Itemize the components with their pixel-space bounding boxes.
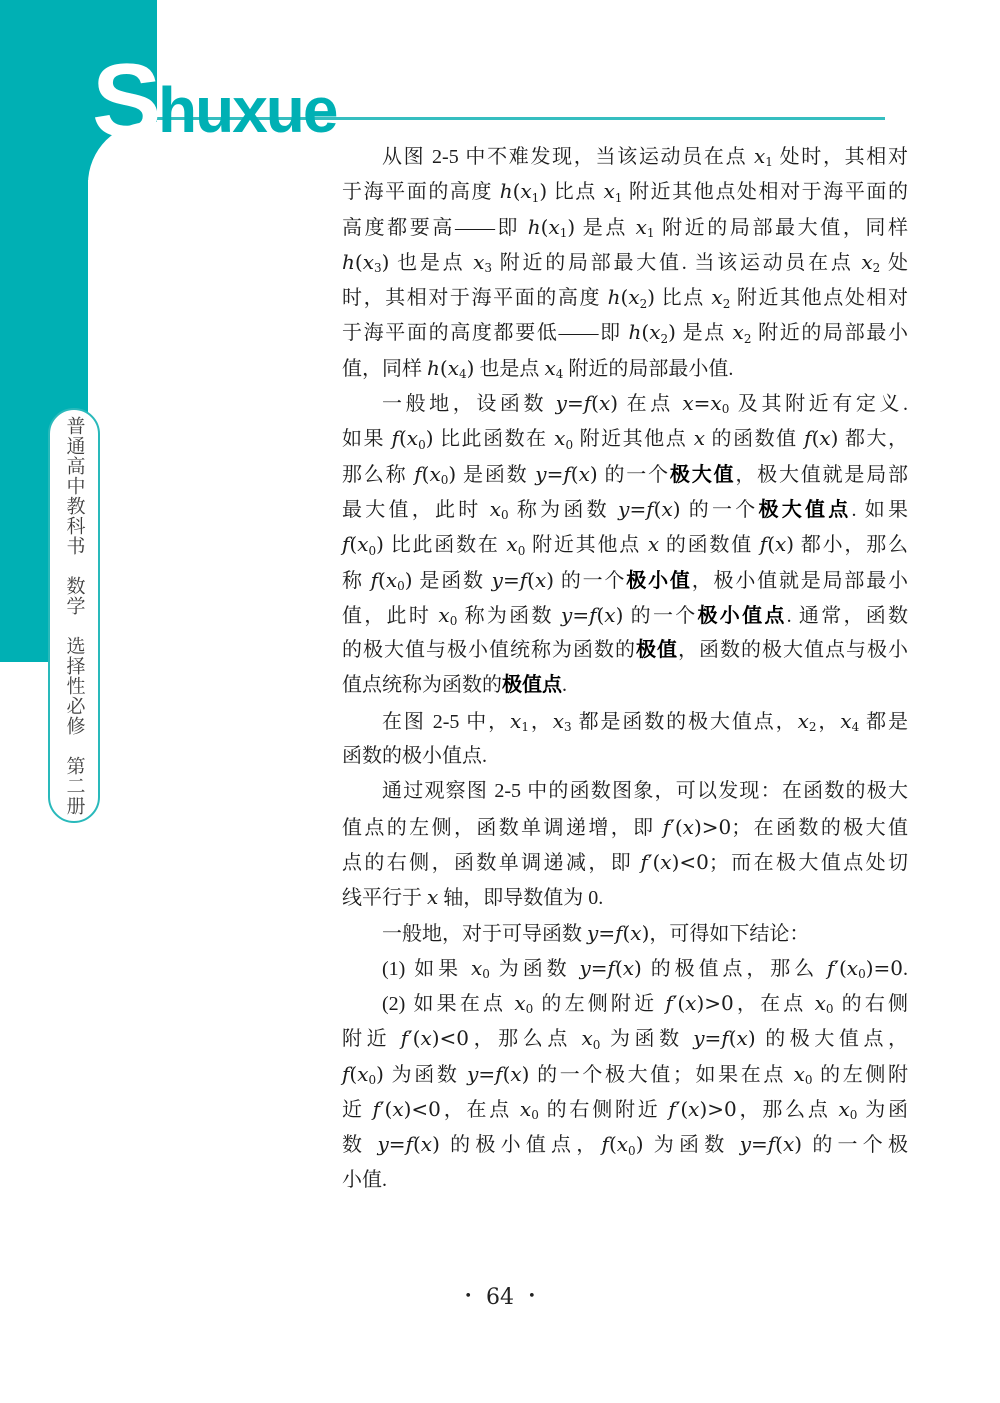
text-line: 的极大值与极小值统称为函数的极值，函数的极大值点与极小 bbox=[342, 639, 908, 662]
text-line: (2) 如果在点 $x_0$ 的左侧附近 f′(x)>0，在点 $x_0$ 的右侧 bbox=[382, 991, 909, 1017]
text-line: 通过观察图 2-5 中的函数图象，可以发现：在函数的极大 bbox=[382, 780, 908, 803]
paragraph bbox=[342, 386, 908, 704]
paragraph bbox=[342, 139, 908, 386]
text-line: 于海平面的高度 $h(x_1)$ 比点 $x_1$ 附近其他点处相对于海平面的 bbox=[342, 179, 909, 205]
text-line: 值点统称为函数的极值点. bbox=[342, 674, 567, 697]
text-line: 如果 $f(x_0)$ 比此函数在 $x_0$ 附近其他点 x 的函数值 f(x) 都大， bbox=[342, 426, 909, 452]
text-line: 高度都要高——即 $h(x_1)$ 是点 $x_1$ 附近的局部最大值，同样 bbox=[342, 214, 909, 240]
shuxue-logo-text: huxue bbox=[158, 74, 337, 146]
text-line: (1) 如果 $x_0$ 为函数 y=f(x) 的极值点，那么 $f'(x_0)=0$. bbox=[382, 955, 909, 982]
page-number: 64 bbox=[486, 1285, 514, 1310]
text-line: 从图 2-5 中不难发现，当该运动员在点 $x_1$ 处时，其相对 bbox=[382, 144, 908, 170]
paragraph bbox=[342, 916, 908, 951]
text-line: $f(x_0)$ 为函数 y=f(x) 的一个极大值；如果在点 $x_0$ 的左侧附 bbox=[342, 1061, 909, 1088]
text-line: 线平行于 x 轴，即导数值为 0. bbox=[342, 885, 604, 910]
body-text bbox=[342, 139, 908, 1198]
text-line: 称 $f(x_0)$ 是函数 y=f(x) 的一个极小值，极小值就是局部最小 bbox=[342, 567, 909, 593]
text-line: 最大值，此时 $x_0$ 称为函数 y=f(x) 的一个极大值点. 如果 bbox=[342, 496, 909, 523]
text-line: $f(x_0)$ 比此函数在 $x_0$ 附近其他点 x 的函数值 f(x) 都小，那么 bbox=[342, 532, 908, 558]
book-spine-title: 普通高中教科书 数学 选择性必修 第二册 bbox=[63, 415, 85, 816]
footer-right-dot: • bbox=[528, 1289, 536, 1304]
text-line: 于海平面的高度都要低——即 $h(x_2)$ 是点 $x_2$ 附近的局部最小 bbox=[342, 320, 909, 346]
text-line: 在图 2-5 中，$x_1$，$x_3$ 都是函数的极大值点，$x_2$，$x_4$ 都是 bbox=[382, 708, 908, 735]
paragraph bbox=[342, 951, 908, 986]
page-footer bbox=[0, 1285, 1000, 1310]
footer-left-dot: • bbox=[464, 1289, 472, 1304]
text-line: 函数的极小值点. bbox=[342, 745, 487, 768]
text-line: 近 f′(x)<0，在点 $x_0$ 的右侧附近 f′(x)>0，那么点 $x_0$ 为函 bbox=[342, 1097, 909, 1123]
text-line: 值，同样 $h(x_4)$ 也是点 $x_4$ 附近的局部最小值. bbox=[342, 355, 734, 382]
text-line: 点的右侧，函数单调递减，即 f′(x)<0；而在极大值点处切 bbox=[342, 849, 909, 874]
shuxue-logo-initial: S bbox=[92, 43, 162, 159]
text-line: 数 y=f(x) 的极小值点，$f(x_0)$ 为函数 y=f(x) 的一个极 bbox=[342, 1132, 909, 1158]
text-line: 那么称 $f(x_0)$ 是函数 y=f(x) 的一个极大值，极大值就是局部 bbox=[342, 461, 909, 488]
paragraph bbox=[342, 704, 908, 775]
text-line: 小值. bbox=[342, 1168, 387, 1191]
text-line: 值点的左侧，函数单调递增，即 f′(x)>0；在函数的极大值 bbox=[342, 814, 909, 839]
text-line: 一般地，设函数 y=f(x) 在点 $x=x_0$ 及其附近有定义. bbox=[382, 391, 908, 417]
text-line: 一般地，对于可导函数 y=f(x)，可得如下结论： bbox=[382, 920, 810, 945]
paragraph bbox=[342, 986, 908, 1198]
text-line: 附近 f′(x)<0，那么点 $x_0$ 为函数 y=f(x) 的极大值点， bbox=[342, 1026, 909, 1052]
text-line: 时，其相对于海平面的高度 $h(x_2)$ 比点 $x_2$ 附近其他点处相对 bbox=[342, 285, 909, 311]
book-spine-capsule bbox=[48, 408, 100, 823]
paragraph bbox=[342, 774, 908, 915]
text-line: 值，此时 $x_0$ 称为函数 y=f(x) 的一个极小值点. 通常，函数 bbox=[342, 602, 909, 629]
text-line: $h(x_3)$ 也是点 $x_3$ 附近的局部最大值. 当该运动员在点 $x_2$ 处 bbox=[342, 249, 909, 276]
